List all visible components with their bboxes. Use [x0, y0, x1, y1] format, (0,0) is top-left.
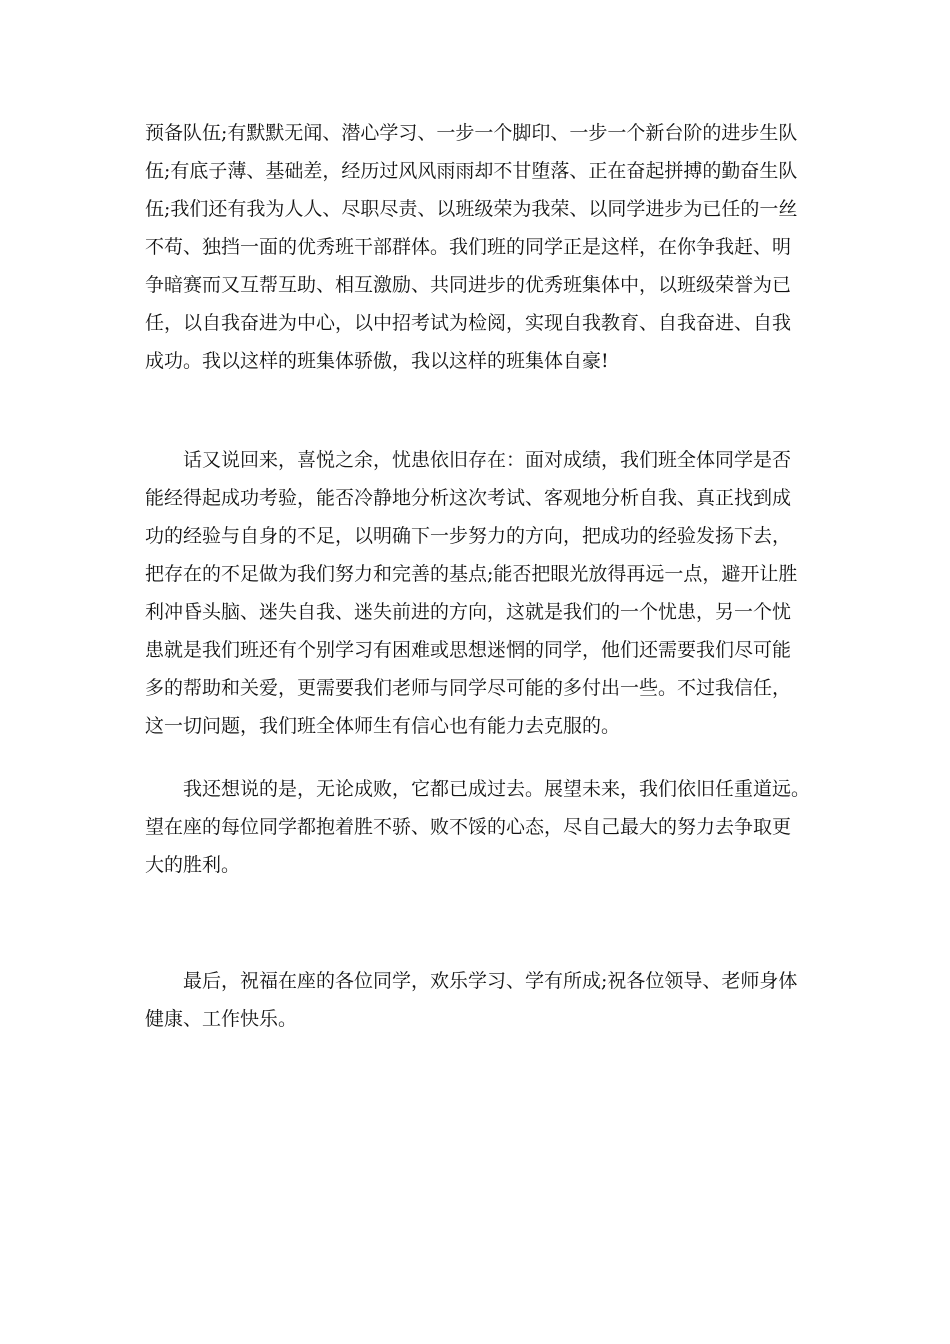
paragraph-line: 大的胜利。	[145, 854, 241, 876]
paragraph-line: 争暗赛而又互帮互助、相互激励、共同进步的优秀班集体中，以班级荣誉为已	[145, 274, 792, 296]
paragraph-line: 成功。我以这样的班集体骄傲，我以这样的班集体自豪!	[145, 350, 609, 372]
paragraph-line: 这一切问题，我们班全体师生有信心也有能力去克服的。	[145, 715, 621, 737]
paragraph-line: 健康、工作快乐。	[145, 1008, 298, 1030]
paragraph-4	[145, 962, 805, 1038]
paragraph-3	[145, 770, 811, 884]
paragraph-line: 患就是我们班还有个别学习有困难或思想迷惘的同学，他们还需要我们尽可能	[145, 639, 792, 661]
paragraph-line: 最后，祝福在座的各位同学，欢乐学习、学有所成;祝各位领导、老师身体	[183, 970, 798, 992]
paragraph-line: 不苟、独挡一面的优秀班干部群体。我们班的同学正是这样，在你争我赶、明	[145, 236, 792, 258]
paragraph-line: 伍;我们还有我为人人、尽职尽责、以班级荣为我荣、以同学进步为已任的一丝	[145, 198, 798, 220]
paragraph-line: 我还想说的是，无论成败，它都已成过去。展望未来，我们依旧任重道远。	[183, 778, 811, 800]
paragraph-line: 话又说回来，喜悦之余，忧患依旧存在：面对成绩，我们班全体同学是否	[183, 449, 792, 471]
paragraph-line: 任，以自我奋进为中心，以中招考试为检阅，实现自我教育、自我奋进、自我	[145, 312, 792, 334]
paragraph-line: 多的帮助和关爱，更需要我们老师与同学尽可能的多付出一些。不过我信任，	[145, 677, 792, 699]
paragraph-line: 能经得起成功考验，能否冷静地分析这次考试、客观地分析自我、真正找到成	[145, 487, 792, 509]
paragraph-2	[145, 441, 805, 745]
paragraph-line: 预备队伍;有默默无闻、潜心学习、一步一个脚印、一步一个新台阶的进步生队	[145, 122, 798, 144]
paragraph-1	[145, 114, 805, 380]
paragraph-line: 伍;有底子薄、基础差，经历过风风雨雨却不甘堕落、正在奋起拼搏的勤奋生队	[145, 160, 798, 182]
paragraph-line: 利冲昏头脑、迷失自我、迷失前进的方向，这就是我们的一个忧患，另一个忧	[145, 601, 792, 623]
paragraph-line: 把存在的不足做为我们努力和完善的基点;能否把眼光放得再远一点，避开让胜	[145, 563, 798, 585]
paragraph-line: 望在座的每位同学都抱着胜不骄、败不馁的心态，尽自己最大的努力去争取更	[145, 816, 792, 838]
paragraph-line: 功的经验与自身的不足，以明确下一步努力的方向，把成功的经验发扬下去，	[145, 525, 792, 547]
